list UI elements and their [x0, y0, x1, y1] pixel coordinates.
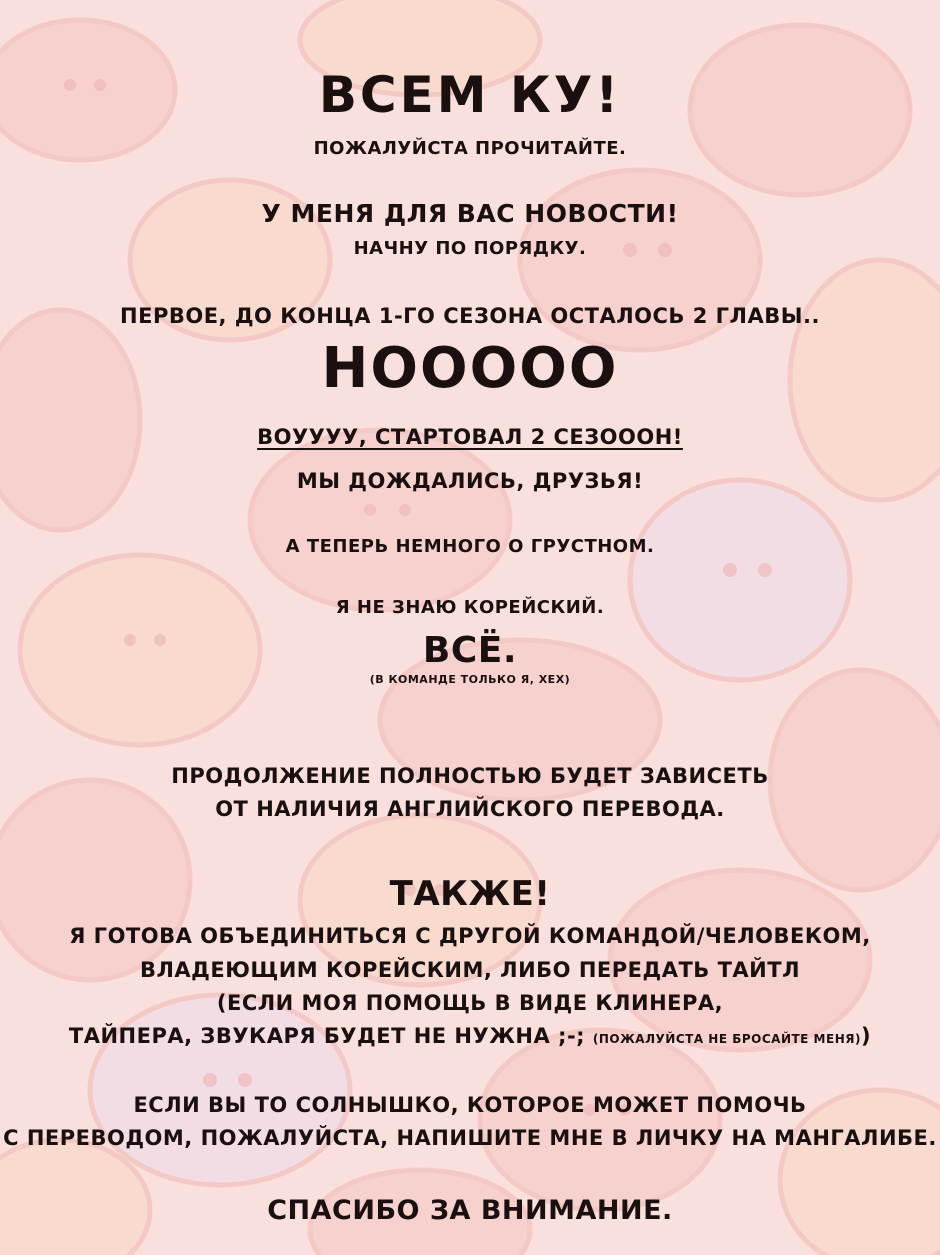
- ready-line-4: [0, 1024, 940, 1048]
- ready-line-2: ВЛАДЕЮЩИМ КОРЕЙСКИМ, ЛИБО ПЕРЕДАТЬ ТАЙТЛ: [139, 958, 801, 982]
- sun-line-2: С ПЕРЕВОДОМ, ПОЖАЛУЙСТА, НАПИШИТЕ МНЕ В ЛИЧКУ НА МАНГАЛИБЕ.: [3, 1126, 937, 1150]
- sad-part-text: А ТЕПЕРЬ НЕМНОГО О ГРУСТНОМ.: [285, 536, 655, 557]
- nooooo-heading: НООООО: [321, 336, 619, 401]
- ready-line-4-main: ТАЙПЕРА, ЗВУКАРЯ БУДЕТ НЕ НУЖНА ;-;: [68, 1024, 586, 1048]
- also-heading: ТАКЖЕ!: [389, 874, 551, 914]
- sun-line-1: ЕСЛИ ВЫ ТО СОЛНЫШКО, КОТОРОЕ МОЖЕТ ПОМОЧЬ: [133, 1093, 807, 1117]
- ready-line-4-note: (ПОЖАЛУЙСТА НЕ БРОСАЙТЕ МЕНЯ): [592, 1032, 861, 1046]
- continuation-line-1: ПРОДОЛЖЕНИЕ ПОЛНОСТЬЮ БУДЕТ ЗАВИСЕТЬ: [171, 764, 769, 788]
- no-korean-text: Я НЕ ЗНАЮ КОРЕЙСКИЙ.: [335, 597, 605, 618]
- waited-text: МЫ ДОЖДАЛИСЬ, ДРУЗЬЯ!: [296, 469, 644, 493]
- thanks-text: СПАСИБО ЗА ВНИМАНИЕ.: [267, 1195, 673, 1226]
- ready-line-3: (ЕСЛИ МОЯ ПОМОЩЬ В ВИДЕ КЛИНЕРА,: [216, 991, 724, 1015]
- please-read-text: ПОЖАЛУЙСТА ПРОЧИТАЙТЕ.: [313, 138, 627, 159]
- first-news-text: ПЕРВОЕ, ДО КОНЦА 1-ГО СЕЗОНА ОСТАЛОСЬ 2 ГЛАВЫ..: [120, 304, 820, 328]
- team-note-text: (В КОМАНДЕ ТОЛЬКО Я, ХЕХ): [369, 673, 571, 686]
- ready-line-1: Я ГОТОВА ОБЪЕДИНИТЬСЯ С ДРУГОЙ КОМАНДОЙ/ЧЕЛОВЕКОМ,: [69, 924, 871, 948]
- all-heading: ВСЁ.: [422, 630, 518, 671]
- news-heading: У МЕНЯ ДЛЯ ВАС НОВОСТИ!: [261, 199, 679, 228]
- notice-title: ВСЕМ КУ!: [318, 66, 622, 124]
- season-started-text: ВОУУУУ, СТАРТОВАЛ 2 СЕЗОООН!: [257, 425, 683, 449]
- ready-line-4-close: ): [860, 1024, 872, 1048]
- continuation-line-2: ОТ НАЛИЧИЯ АНГЛИЙСКОГО ПЕРЕВОДА.: [215, 797, 725, 821]
- in-order-text: НАЧНУ ПО ПОРЯДКУ.: [353, 238, 587, 259]
